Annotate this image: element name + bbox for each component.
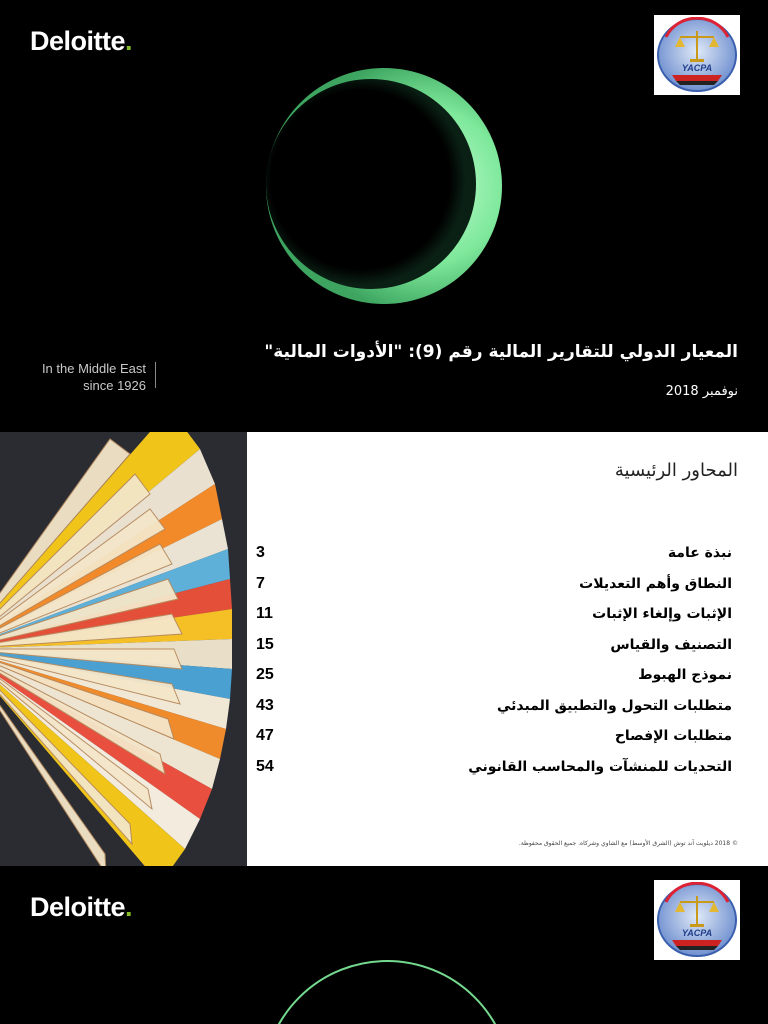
toc-item-8[interactable] xyxy=(256,752,732,783)
crescent-moon-graphic xyxy=(262,960,512,1024)
cover-slide xyxy=(0,0,768,432)
toc-title: متطلبات التحول والتطبيق المبدئي xyxy=(496,697,732,714)
crescent-moon-graphic xyxy=(262,64,512,314)
tagline-line1: In the Middle East xyxy=(41,361,146,376)
toc-page-number: 11 xyxy=(256,605,273,623)
tagline-line2: since 1926 xyxy=(83,378,146,393)
cover-title: المعيار الدولي للتقارير المالية رقم (9): "الأدوات المالية" xyxy=(264,342,738,362)
toc-page-number: 3 xyxy=(256,544,265,562)
svg-text:YACPA: YACPA xyxy=(681,63,713,73)
toc-title: التصنيف والقياس xyxy=(610,636,732,653)
contents-slide xyxy=(0,432,768,866)
cover-date: نوفمبر 2018 xyxy=(665,384,738,399)
toc-title: متطلبات الإفصاح xyxy=(614,728,732,745)
toc-item-2[interactable] xyxy=(256,569,732,600)
deloitte-logo: Deloitte. xyxy=(30,26,133,56)
contents-heading: المحاور الرئيسية xyxy=(614,460,738,481)
toc-title: نموذج الهبوط xyxy=(638,667,732,684)
toc-item-7[interactable] xyxy=(256,721,732,752)
toc-page-number: 25 xyxy=(256,666,274,684)
toc-page-number: 54 xyxy=(256,757,274,775)
scales-of-justice-icon xyxy=(656,882,738,958)
toc-title: نبذة عامة xyxy=(667,545,732,562)
toc-title: التحديات للمنشآت والمحاسب القانوني xyxy=(468,758,732,775)
cover-slide-repeat xyxy=(0,866,768,1024)
toc-item-1[interactable] xyxy=(256,538,732,569)
toc-item-4[interactable] xyxy=(256,630,732,661)
toc-item-6[interactable] xyxy=(256,691,732,722)
toc-title: النطاق وأهم التعديلات xyxy=(579,575,732,592)
yacpa-badge xyxy=(654,15,740,95)
toc-title: الإثبات وإلغاء الإثبات xyxy=(592,606,732,623)
tagline-divider xyxy=(155,362,156,388)
scales-of-justice-icon xyxy=(656,17,738,93)
yacpa-badge xyxy=(654,880,740,960)
copyright-notice: © 2018 ديلويت آند توش (الشرق الأوسط) مع الشاوي وشركاه. جميع الحقوق محفوظة. xyxy=(518,840,738,847)
tagline xyxy=(30,360,146,394)
toc-item-5[interactable] xyxy=(256,660,732,691)
deloitte-logo: Deloitte. xyxy=(30,892,133,922)
toc-page-number: 15 xyxy=(256,635,274,653)
table-of-contents xyxy=(256,538,732,782)
toc-page-number: 47 xyxy=(256,727,274,745)
books-fan-image xyxy=(0,432,247,866)
toc-item-3[interactable] xyxy=(256,599,732,630)
toc-page-number: 7 xyxy=(256,574,265,592)
svg-text:YACPA: YACPA xyxy=(681,928,713,938)
toc-page-number: 43 xyxy=(256,696,274,714)
